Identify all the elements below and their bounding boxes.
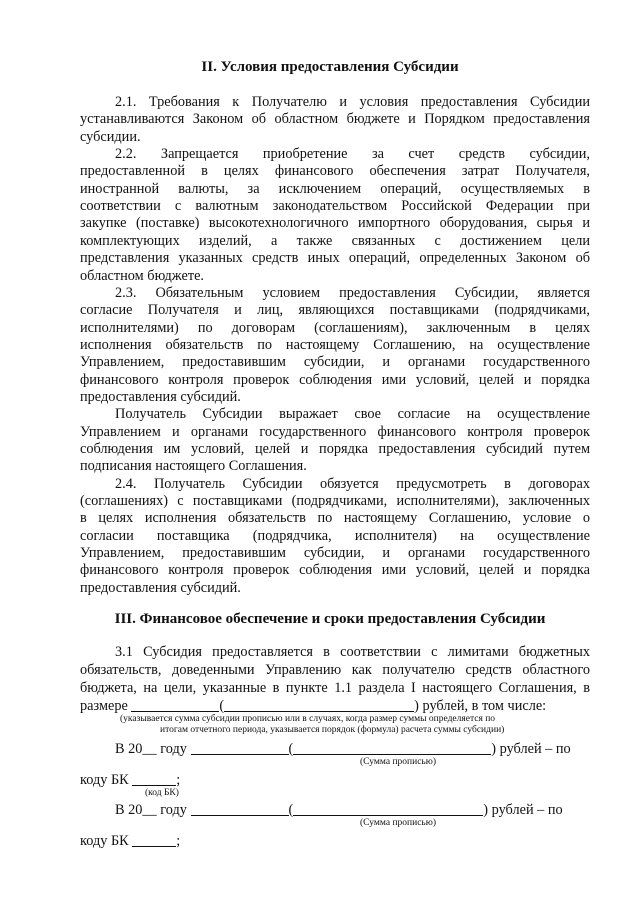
body-text-line: исполнения обязательств по настоящему Соглашению, на осуществление bbox=[80, 336, 590, 353]
amount-note-line-1: (указывается сумма субсидии прописью или в случаях, когда размер суммы определяется по bbox=[120, 714, 496, 724]
body-text-line: комплектующих изделий, а также связанных с достижением цели bbox=[80, 232, 590, 249]
body-text-line: представления указанных средств иных операций, определенных Законом об bbox=[80, 250, 590, 267]
body-text-line: (соглашениях) с поставщиками (подрядчиками, исполнителями), заключенных bbox=[80, 493, 590, 510]
year-row-2-caption: (Сумма прописью) bbox=[360, 818, 436, 828]
kbk-row-1-blank bbox=[132, 771, 176, 786]
body-text-line: областном бюджете. bbox=[80, 267, 204, 284]
body-text-line: согласие Получателя и лиц, являющихся поставщиками (подрядчиками, bbox=[80, 302, 590, 319]
body-text-line: финансового контроля проверок соблюдения ими условий, целей и порядка bbox=[80, 562, 590, 579]
year-row-1-words-blank bbox=[293, 740, 491, 755]
kbk-row-1 bbox=[80, 771, 180, 789]
body-text-line: согласии поставщика (подрядчика, исполнителя) на осуществление bbox=[80, 527, 590, 544]
body-text-line: 2.1. Требования к Получателю и условия предоставления Субсидии bbox=[115, 94, 590, 110]
body-text-line: субсидии. bbox=[80, 128, 141, 145]
year-row-2 bbox=[115, 801, 563, 819]
body-text-line: соблюдения им условий, целей и порядка предоставления субсидий путем bbox=[80, 441, 590, 457]
body-text-line: Получатель Субсидии выражает свое согласие на осуществление bbox=[115, 406, 590, 423]
body-text-line: бюджета, на цели, указанные в пункте 1.1 раздела I настоящего Соглашения, в bbox=[80, 680, 590, 696]
body-text-line: 2.2. Запрещается приобретение за счет средств субсидии, bbox=[115, 146, 590, 163]
body-text-line: 3.1 Субсидия предоставляется в соответствии с лимитами бюджетных bbox=[115, 644, 590, 660]
body-text-line: финансового контроля проверок соблюдения ими условий, целей и порядка bbox=[80, 371, 590, 388]
year-row-2-words-blank bbox=[293, 801, 483, 816]
kbk-row-1-caption: (код БК) bbox=[145, 788, 179, 798]
kbk-row-2-suffix: ; bbox=[176, 833, 181, 849]
amount-words-blank bbox=[224, 697, 414, 712]
year-row-2-prefix: В 20__ году bbox=[115, 802, 187, 818]
year-row-1-number-blank bbox=[191, 740, 289, 755]
amount-suffix: ) рублей, в том числе: bbox=[414, 698, 547, 714]
year-row-1 bbox=[115, 740, 571, 758]
body-text-line: 2.4. Получатель Субсидии обязуется предусмотреть в договорах bbox=[115, 475, 590, 492]
section-2-heading: II. Условия предоставления Субсидии bbox=[201, 59, 459, 75]
body-text-line: соответствии с валютным законодательством Российской Федерации при bbox=[80, 198, 590, 215]
amount-number-blank bbox=[131, 697, 219, 712]
body-text-line: Управлением, предоставившим субсидии, и органами государственного bbox=[80, 545, 590, 562]
amount-note-line-2: итогам отчетного периода, указывается порядок (формула) расчета суммы субсидии) bbox=[160, 725, 505, 735]
year-row-1-caption: (Сумма прописью) bbox=[360, 757, 436, 767]
year-row-2-open-paren: ( bbox=[288, 802, 294, 818]
body-text-line: Управлением, предоставившим субсидии, и органами государственного bbox=[80, 354, 590, 371]
body-text-line: предоставления субсидий. bbox=[80, 579, 241, 596]
kbk-row-2-blank bbox=[132, 832, 176, 847]
body-text-line: 2.3. Обязательным условием предоставления Субсидии, является bbox=[115, 284, 590, 301]
body-text-line: подписания настоящего Соглашения. bbox=[80, 458, 307, 475]
body-text-line: исполнителями) по договорам (соглашениям), заключенным в целях bbox=[80, 319, 590, 336]
body-text-line: Управлением и органами государственного финансового контроля проверок bbox=[80, 423, 590, 440]
kbk-row-1-suffix: ; bbox=[176, 772, 181, 788]
body-text-line: в целях исполнения обязательств по настоящему Соглашению, условие о bbox=[80, 510, 590, 527]
year-row-1-suffix: ) рублей – по bbox=[491, 741, 571, 757]
body-text-line: закупке (поставке) высокотехнологичного импортного оборудования, сырья и bbox=[80, 215, 590, 232]
year-row-2-suffix: ) рублей – по bbox=[483, 802, 563, 818]
body-text-line: обязательств, доведенными Управлению как получателю средств областного bbox=[80, 662, 590, 678]
body-text-line: предоставления субсидий. bbox=[80, 388, 241, 405]
kbk-row-2 bbox=[80, 832, 180, 850]
body-text-line: иностранной валюты, за исключением операций, осуществляемых в bbox=[80, 180, 590, 197]
body-text-line: предоставленной в целях финансового обеспечения затрат Получателя, bbox=[80, 163, 590, 180]
amount-row bbox=[80, 697, 590, 715]
body-text-line: устанавливаются Законом об областном бюджете и Порядком предоставления bbox=[80, 111, 590, 128]
year-row-2-number-blank bbox=[191, 801, 289, 816]
kbk-row-1-prefix: коду БК bbox=[80, 772, 129, 788]
section-3-heading: III. Финансовое обеспечение и сроки предоставления Субсидии bbox=[114, 611, 546, 627]
kbk-row-2-prefix: коду БК bbox=[80, 833, 129, 849]
year-row-1-prefix: В 20__ году bbox=[115, 741, 187, 757]
amount-prefix: размере bbox=[80, 698, 128, 714]
amount-open-paren: ( bbox=[219, 698, 225, 714]
year-row-1-open-paren: ( bbox=[288, 741, 294, 757]
